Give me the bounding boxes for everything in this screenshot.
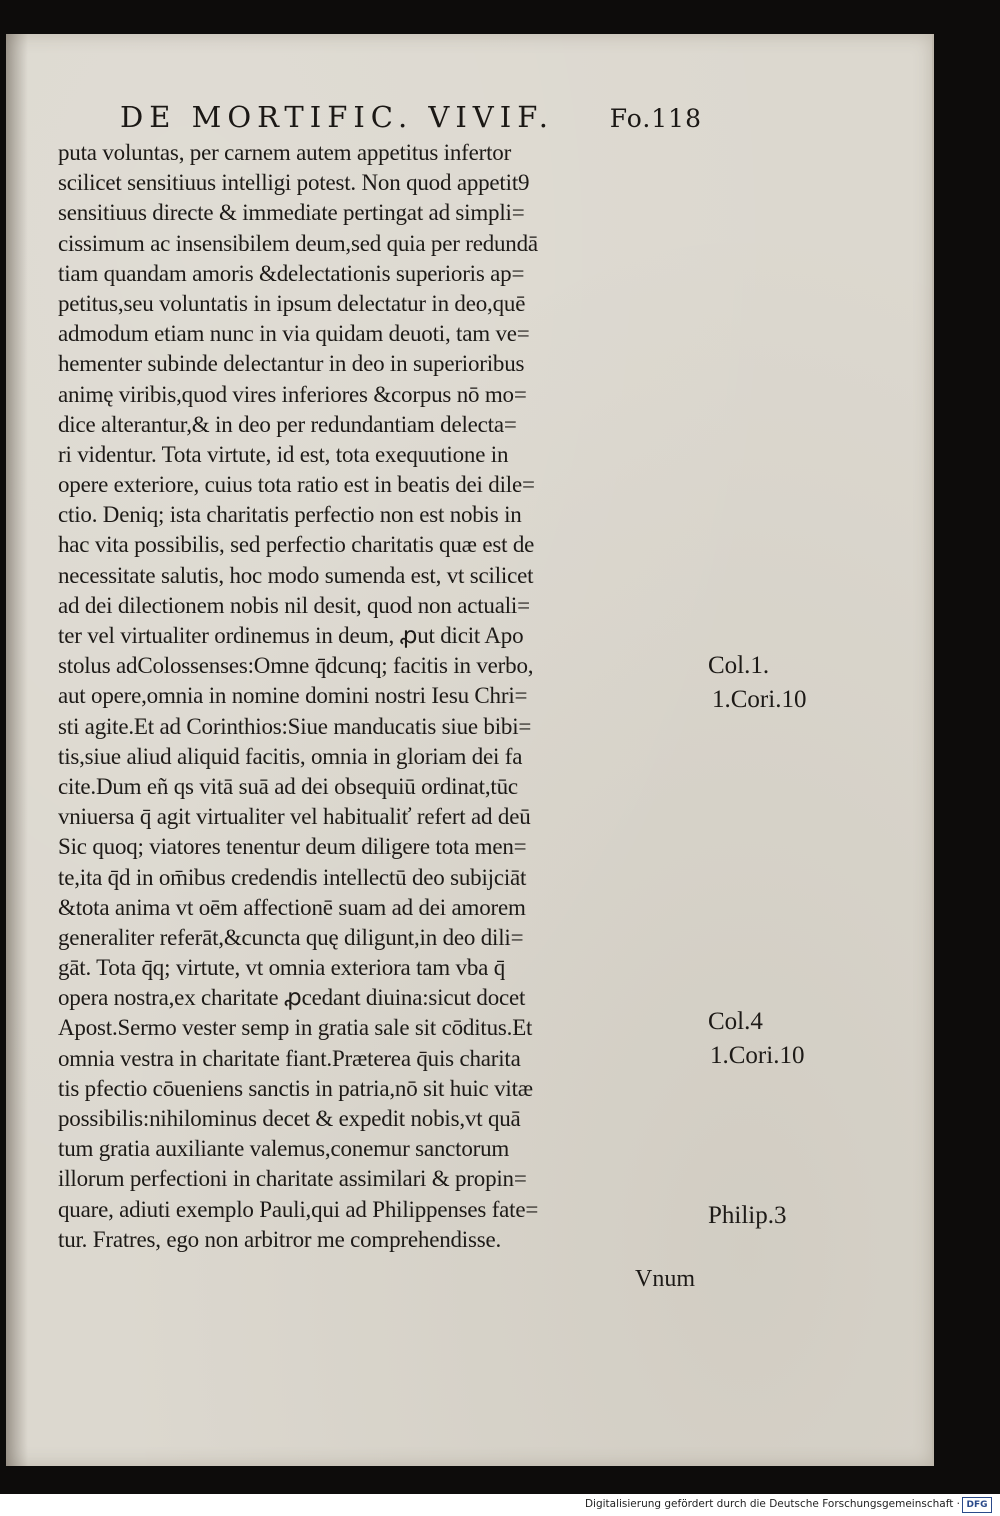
funding-credit: Digitalisierung gefördert durch die Deutsche Forschungsgemeinschaft ·	[584, 1498, 960, 1510]
text-line: hac vita possibilis, sed perfectio charitatis quæ est de	[58, 532, 535, 558]
text-line: ctio. Deniq; ista charitatis perfectio non est nobis in	[58, 502, 522, 528]
text-line: tum gratia auxiliante valemus,conemur sanctorum	[58, 1136, 510, 1162]
text-line: quare, adiuti exemplo Pauli,qui ad Philippenses fate=	[58, 1196, 539, 1222]
text-line: tis,siue aliud aliquid facitis, omnia in gloriam dei fa	[58, 743, 523, 769]
text-line: te,ita q̄d in om̄ibus credendis intellectū deo subijciāt	[58, 864, 527, 890]
margin-note-cori-10: 1.Cori.10	[712, 686, 807, 713]
margin-note-cori-10-second: 1.Cori.10	[710, 1042, 805, 1069]
text-line: aut opere,omnia in nomine domini nostri Iesu Chri=	[58, 683, 528, 709]
text-line: tiam quandam amoris &delectationis superioris ap=	[58, 260, 525, 286]
text-line: ad dei dilectionem nobis nil desit, quod non actuali=	[58, 592, 530, 618]
running-title: DE MORTIFIC. VIVIF.	[120, 100, 555, 134]
text-line: tis pfectio cōueniens sanctis in patria,nō sit huic vitæ	[58, 1075, 533, 1101]
text-line: sensitiuus directe & immediate pertingat ad simpli=	[58, 200, 525, 226]
page-gutter	[6, 34, 28, 1466]
footer-bar	[0, 1494, 1000, 1516]
text-line: Sic quoq; viatores tenentur deum diligere tota men=	[58, 834, 527, 860]
text-line: opera nostra,ex charitate ꝓcedant diuina:sicut docet	[58, 985, 526, 1011]
text-line: sti agite.Et ad Corinthios:Siue manducatis siue bibi=	[58, 713, 532, 739]
text-line: puta voluntas, per carnem autem appetitus infertor	[58, 140, 512, 165]
margin-note-col-1: Col.1.	[708, 652, 770, 679]
text-line: cissimum ac insensibilem deum,sed quia per redundā	[58, 230, 538, 256]
text-line: illorum perfectioni in charitate assimilari & propin=	[58, 1166, 527, 1192]
text-line: dice alterantur,& in deo per redundantiam delecta=	[58, 411, 517, 437]
margin-note-col-4: Col.4	[708, 1008, 763, 1035]
margin-note-philip-3: Philip.3	[708, 1202, 787, 1229]
text-line: tur. Fratres, ego non arbitror me comprehendisse.	[58, 1226, 502, 1252]
text-line: petitus,seu voluntatis in ipsum delectatur in deo,quē	[58, 290, 526, 316]
text-line: opere exteriore, cuius tota ratio est in beatis dei dile=	[58, 472, 535, 498]
text-line: hementer subinde delectantur in deo in superioribus	[58, 351, 525, 377]
catchword: Vnum	[635, 1266, 695, 1292]
text-line: vniuersa q̄ agit virtualiter vel habitualiť refert ad deū	[58, 804, 531, 830]
text-line: ter vel virtualiter ordinemus in deum, ꝓut dicit Apo	[58, 623, 524, 648]
folio-number: Fo.118	[609, 104, 702, 133]
text-line: Apost.Sermo vester semp in gratia sale sit cōditus.Et	[58, 1015, 533, 1041]
text-line: gāt. Tota q̄q; virtute, vt omnia exteriora tam vba q̄	[58, 955, 506, 981]
text-line: &tota anima vt oēm affectionē suam ad dei amorem	[58, 894, 526, 920]
dfg-logo: DFG	[962, 1497, 992, 1513]
text-line: scilicet sensitiuus intelligi potest. Non quod appetit9	[58, 170, 530, 196]
text-line: animę viribis,quod vires inferiores &corpus nō mo=	[58, 381, 527, 407]
text-line: admodum etiam nunc in via quidam deuoti, tam ve=	[58, 321, 530, 347]
text-line: cite.Dum eñ qs vitā suā ad dei obsequiū ordinat,tūc	[58, 773, 518, 799]
text-line: necessitate salutis, hoc modo sumenda est, vt scilicet	[58, 562, 534, 588]
text-line: ri videntur. Tota virtute, id est, tota exequutione in	[58, 441, 509, 467]
running-head	[120, 100, 702, 140]
body-text	[58, 138, 708, 1255]
text-line: possibilis:nihilominus decet & expedit nobis,vt quā	[58, 1106, 521, 1131]
text-line: stolus adColossenses:Omne q̄dcunq; facitis in verbo,	[58, 653, 534, 679]
text-line: generaliter referāt,&cuncta quę diligunt,in deo dili=	[58, 924, 524, 950]
text-line: omnia vestra in charitate fiant.Præterea q̄uis charita	[58, 1045, 521, 1071]
